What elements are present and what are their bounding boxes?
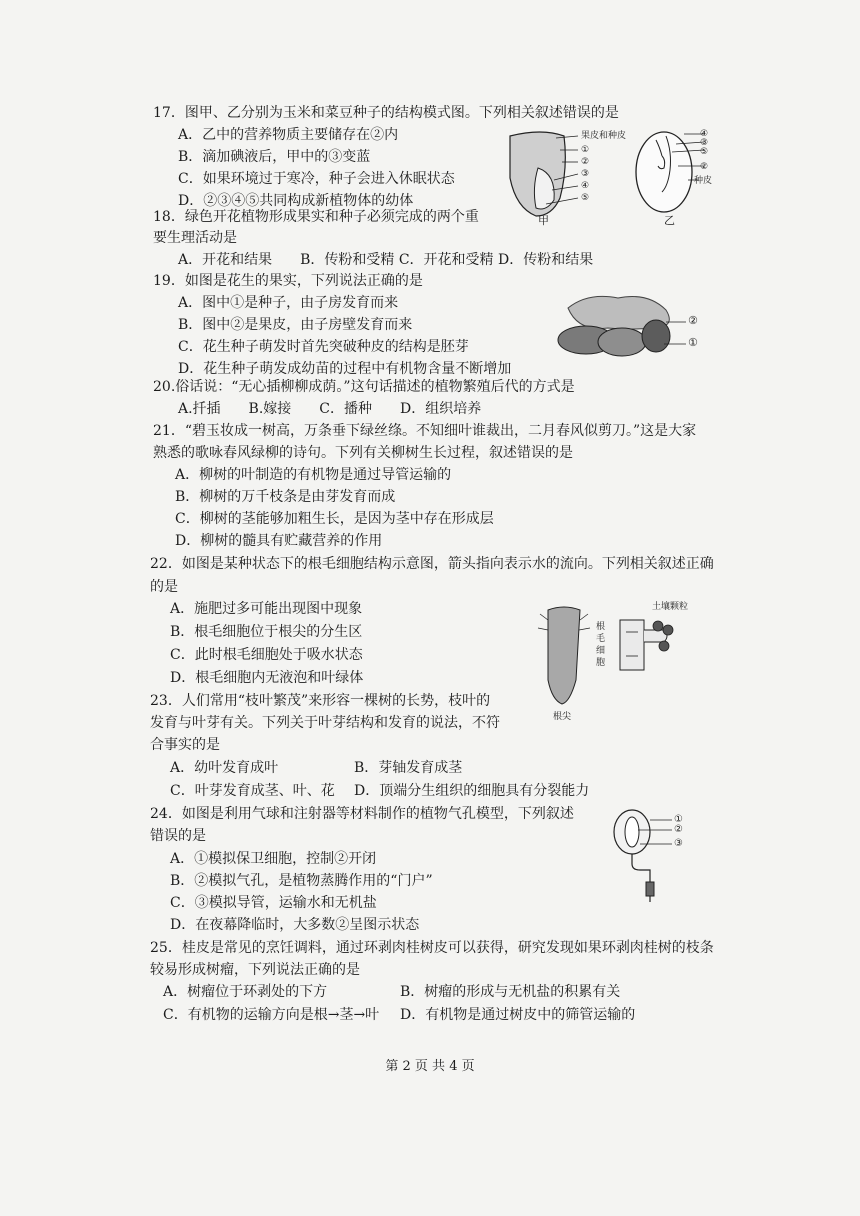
q21-stem-line1: 21．“碧玉妆成一树高，万条垂下绿丝绦。不知细叶谁裁出，二月春风似剪刀。”这是大家 <box>153 423 697 439</box>
q19-option-a: A．图中①是种子，由子房发育而来 <box>178 295 399 311</box>
q22-option-d: D．根毛细胞内无液泡和叶绿体 <box>170 670 364 686</box>
q20-stem: 20.俗话说：“无心插柳柳成荫。”这句话描述的植物繁殖后代的方式是 <box>153 379 575 395</box>
q23-option-c: C．叶芽发育成茎、叶、花 <box>170 783 335 799</box>
label-zhongpi: 种皮 <box>694 176 713 186</box>
label-root-hair-1: 根 <box>596 622 606 632</box>
q24-stem-line2: 错误的是 <box>150 828 206 844</box>
page-number: 第 2 页 共 4 页 <box>385 1059 475 1074</box>
corn-num-4: ④ <box>581 181 590 191</box>
q17-option-c: C．如果环境过于寒冷，种子会进入休眠状态 <box>178 171 455 187</box>
label-yi: 乙 <box>664 214 675 227</box>
q23-option-d: D．顶端分生组织的细胞具有分裂能力 <box>354 783 590 799</box>
q22-option-b: B．根毛细胞位于根尖的分生区 <box>170 624 363 640</box>
q21-option-c: C．柳树的茎能够加粗生长，是因为茎中存在形成层 <box>175 511 494 527</box>
label-guopi-zhongpi: 果皮和种皮 <box>581 131 627 141</box>
model-num-3: ③ <box>674 838 683 849</box>
q19-option-d: D．花生种子萌发成幼苗的过程中有机物含量不断增加 <box>178 361 512 377</box>
q23-option-a: A．幼叶发育成叶 <box>170 760 279 776</box>
corn-num-1: ① <box>581 145 590 155</box>
label-soil-particle: 土壤颗粒 <box>652 602 689 612</box>
q18-options: A．开花和结果 B．传粉和受精 C．开花和受精 D．传粉和结果 <box>178 252 594 268</box>
q17-option-a: A．乙中的营养物质主要储存在②内 <box>178 127 399 143</box>
q25-stem-line1: 25．桂皮是常见的烹饪调料，通过环剥肉桂树皮可以获得，研究发现如果环剥肉桂树的枝条 <box>150 940 714 956</box>
q24-option-c: C．③模拟导管，运输水和无机盐 <box>170 895 377 911</box>
q18-stem-line1: 18．绿色开花植物形成果实和种子必须完成的两个重 <box>153 209 479 225</box>
q19-stem: 19．如图是花生的果实，下列说法正确的是 <box>153 273 423 289</box>
root-hair-figure <box>530 600 710 720</box>
corn-num-2: ② <box>581 157 590 167</box>
q24-stem-line1: 24．如图是利用气球和注射器等材料制作的植物气孔模型，下列叙述 <box>150 806 574 822</box>
q21-option-b: B．柳树的万千枝条是由芽发育而成 <box>175 489 396 505</box>
bean-num-4: ④ <box>700 129 709 139</box>
q17-stem: 17．图甲、乙分别为玉米和菜豆种子的结构模式图。下列相关叙述错误的是 <box>153 105 619 121</box>
corn-num-3: ③ <box>581 169 590 179</box>
q23-stem-line2: 发育与叶芽有关。下列关于叶芽结构和发育的说法，不符 <box>150 715 500 731</box>
peanut-num-1: ① <box>688 336 698 349</box>
q24-option-b: B．②模拟气孔，是植物蒸腾作用的“门户” <box>170 873 433 889</box>
q21-option-a: A．柳树的叶制造的有机物是通过导管运输的 <box>175 467 452 483</box>
label-root-hair-2: 毛 <box>596 634 606 644</box>
model-num-1: ① <box>674 814 683 825</box>
q22-option-a: A．施肥过多可能出现图中现象 <box>170 601 363 617</box>
q22-stem-line1: 22．如图是某种状态下的根毛细胞结构示意图，箭头指向表示水的流向。下列相关叙述正确 <box>150 556 714 572</box>
q19-option-b: B．图中②是果皮，由子房壁发育而来 <box>178 317 413 333</box>
label-root-hair-3: 细 <box>596 646 606 656</box>
bean-seed-figure <box>632 126 708 218</box>
label-root-tip: 根尖 <box>553 712 572 722</box>
q24-option-d: D．在夜幕降临时，大多数②呈图示状态 <box>170 917 420 933</box>
label-jia: 甲 <box>538 214 549 227</box>
q25-stem-line2: 较易形成树瘤，下列说法正确的是 <box>150 962 360 978</box>
q21-stem-line2: 熟悉的歌咏春风绿柳的诗句。下列有关柳树生长过程，叙述错误的是 <box>153 445 573 461</box>
bean-num-5: ⑤ <box>700 147 709 157</box>
q25-option-c: C．有机物的运输方向是根→茎→叶 <box>163 1007 380 1023</box>
peanut-num-2: ② <box>688 314 698 327</box>
corn-num-5: ⑤ <box>581 193 590 203</box>
q20-options: A.扦插 B.嫁接 C．播种 D．组织培养 <box>178 401 482 417</box>
q24-option-a: A．①模拟保卫细胞，控制②开闭 <box>170 851 377 867</box>
q18-stem-line2: 要生理活动是 <box>153 230 237 246</box>
q22-option-c: C．此时根毛细胞处于吸水状态 <box>170 647 363 663</box>
q23-option-b: B．芽轴发育成茎 <box>354 760 463 776</box>
bean-num-3: ③ <box>700 138 709 148</box>
model-num-2: ② <box>674 824 683 835</box>
q25-option-a: A．树瘤位于环剥处的下方 <box>163 984 328 1000</box>
q19-option-c: C．花生种子萌发时首先突破种皮的结构是胚芽 <box>178 339 469 355</box>
peanut-figure <box>548 288 698 366</box>
q23-stem-line1: 23．人们常用“枝叶繁茂”来形容一棵树的长势，枝叶的 <box>150 693 491 709</box>
label-root-hair-4: 胞 <box>596 658 606 668</box>
corn-seed-figure <box>502 128 612 228</box>
q21-option-d: D．柳树的髓具有贮藏营养的作用 <box>175 533 383 549</box>
q25-option-b: B．树瘤的形成与无机盐的积累有关 <box>400 984 621 1000</box>
q17-option-b: B．滴加碘液后，甲中的③变蓝 <box>178 149 371 165</box>
q23-stem-line3: 合事实的是 <box>150 737 220 753</box>
bean-num-2: ② <box>700 162 709 172</box>
q22-stem-line2: 的是 <box>150 579 178 595</box>
q17-option-d: D．②③④⑤共同构成新植物体的幼体 <box>178 193 414 209</box>
q25-option-d: D．有机物是通过树皮中的筛管运输的 <box>400 1007 636 1023</box>
